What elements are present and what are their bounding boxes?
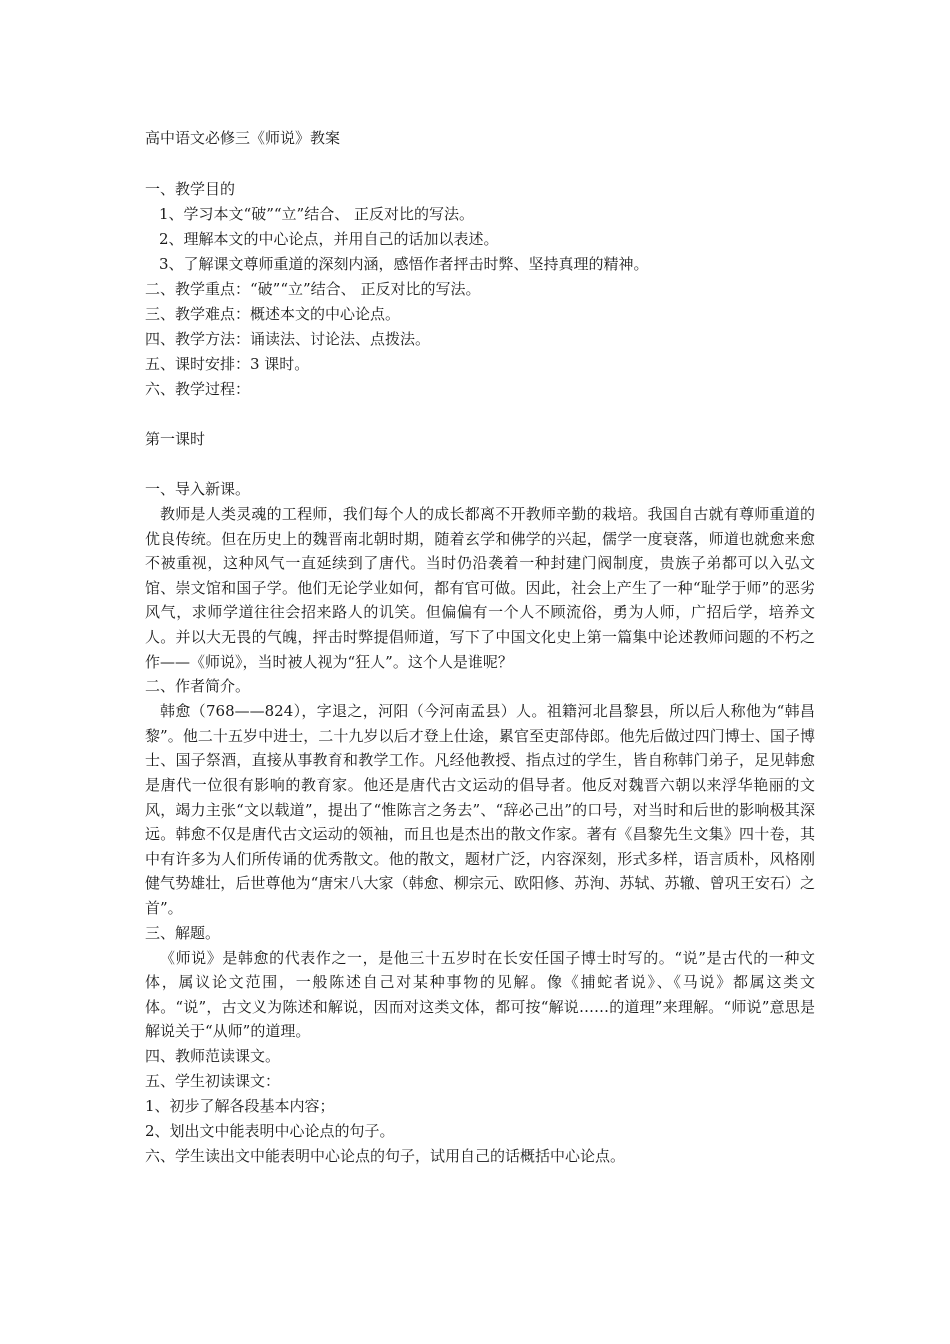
reading-task-item: 2、划出文中能表明中心论点的句子。 [145, 1121, 395, 1140]
document-title: 高中语文必修三《师说》教案 [145, 129, 341, 147]
step-heading-intro: 一、导入新课。 [145, 480, 251, 498]
section-heading-goals: 一、教学目的 [145, 180, 236, 198]
section-heading-key-points: 二、教学重点：“破”“立”结合、 正反对比的写法。 [145, 280, 481, 298]
section-heading-schedule: 五、课时安排：3 课时。 [145, 355, 310, 373]
step-heading-author: 二、作者简介。 [145, 677, 251, 696]
step-heading-title-explanation: 三、解题。 [145, 923, 221, 942]
goal-item: 3、了解课文尊师重道的深刻内涵，感悟作者抨击时弊、坚持真理的精神。 [159, 255, 649, 273]
intro-paragraph: 教师是人类灵魂的工程师，我们每个人的成长都离不开教师辛勤的栽培。我国自古就有尊师重道的优良传统。但在历史上的魏晋南北朝时期，随着玄学和佛学的兴起，儒学一度衰落，师道也就愈来愈不被重视，这种风气一直延续到了唐代。当时仍沿袭着一种封建门阀制度，贵族子弟都可以入弘文馆、崇文馆和国子学。他们无论学业如何，都有官可做。因此，社会上产生了一种“耻学于师”的恶劣风气，求师学道往往会招来路人的讥笑。但偏偏有一个人不顾流俗，勇为人师，广招后学，培养文人。并以大无畏的气魄，抨击时弊提倡师道，写下了中国文化史上第一篇集中论述教师问题的不朽之作——《师说》，当时被人视为“狂人”。这个人是谁呢？ [145, 505, 815, 671]
document-body [145, 126, 815, 1169]
step-heading-teacher-reading: 四、教师范读课文。 [145, 1046, 281, 1065]
lesson-heading: 第一课时 [145, 430, 206, 448]
step-heading-student-reading: 五、学生初读课文： [145, 1071, 281, 1090]
section-heading-process: 六、教学过程： [145, 380, 251, 398]
title-explanation-paragraph: 《师说》是韩愈的代表作之一，是他三十五岁时在长安任国子博士时写的。“说”是古代的一种文体，属议论文范围，一般陈述自己对某种事物的见解。像《捕蛇者说》、《马说》都属这类文体。“说”，古文义为陈述和解说，因而对这类文体，都可按“解说……的道理”来理解。“师说”意思是解说关于“从师”的道理。 [145, 948, 815, 1041]
section-heading-difficulty: 三、教学难点：概述本文的中心论点。 [145, 305, 401, 323]
goal-item: 1、学习本文“破”“立”结合、 正反对比的写法。 [159, 205, 474, 223]
step-heading-central-argument: 六、学生读出文中能表明中心论点的句子，试用自己的话概括中心论点。 [145, 1146, 626, 1165]
section-heading-methods: 四、教学方法：诵读法、讨论法、点拨法。 [145, 330, 431, 348]
goal-item: 2、理解本文的中心论点，并用自己的话加以表述。 [159, 230, 499, 248]
author-paragraph: 韩愈（768——824），字退之，河阳（今河南孟县）人。祖籍河北昌黎县，所以后人称他为“韩昌黎”。他二十五岁中进士，二十九岁以后才登上仕途，累官至吏部侍郎。他先后做过四门博士、国子博士、国子祭酒，直接从事教育和教学工作。凡经他教授、指点过的学生，皆自称韩门弟子，足见韩愈是唐代一位很有影响的教育家。他还是唐代古文运动的倡导者。他反对魏晋六朝以来浮华艳丽的文风，竭力主张“文以载道”，提出了“惟陈言之务去”、“辞必己出”的口号，对当时和后世的影响极其深远。韩愈不仅是唐代古文运动的领袖，而且也是杰出的散文作家。著有《昌黎先生文集》四十卷，其中有许多为人们所传诵的优秀散文。他的散文，题材广泛，内容深刻，形式多样，语言质朴，风格刚健气势雄壮，后世尊他为“唐宋八大家（韩愈、柳宗元、欧阳修、苏洵、苏轼、苏辙、曾巩王安石）之首”。 [145, 702, 815, 917]
reading-task-item: 1、初步了解各段基本内容； [145, 1096, 335, 1115]
